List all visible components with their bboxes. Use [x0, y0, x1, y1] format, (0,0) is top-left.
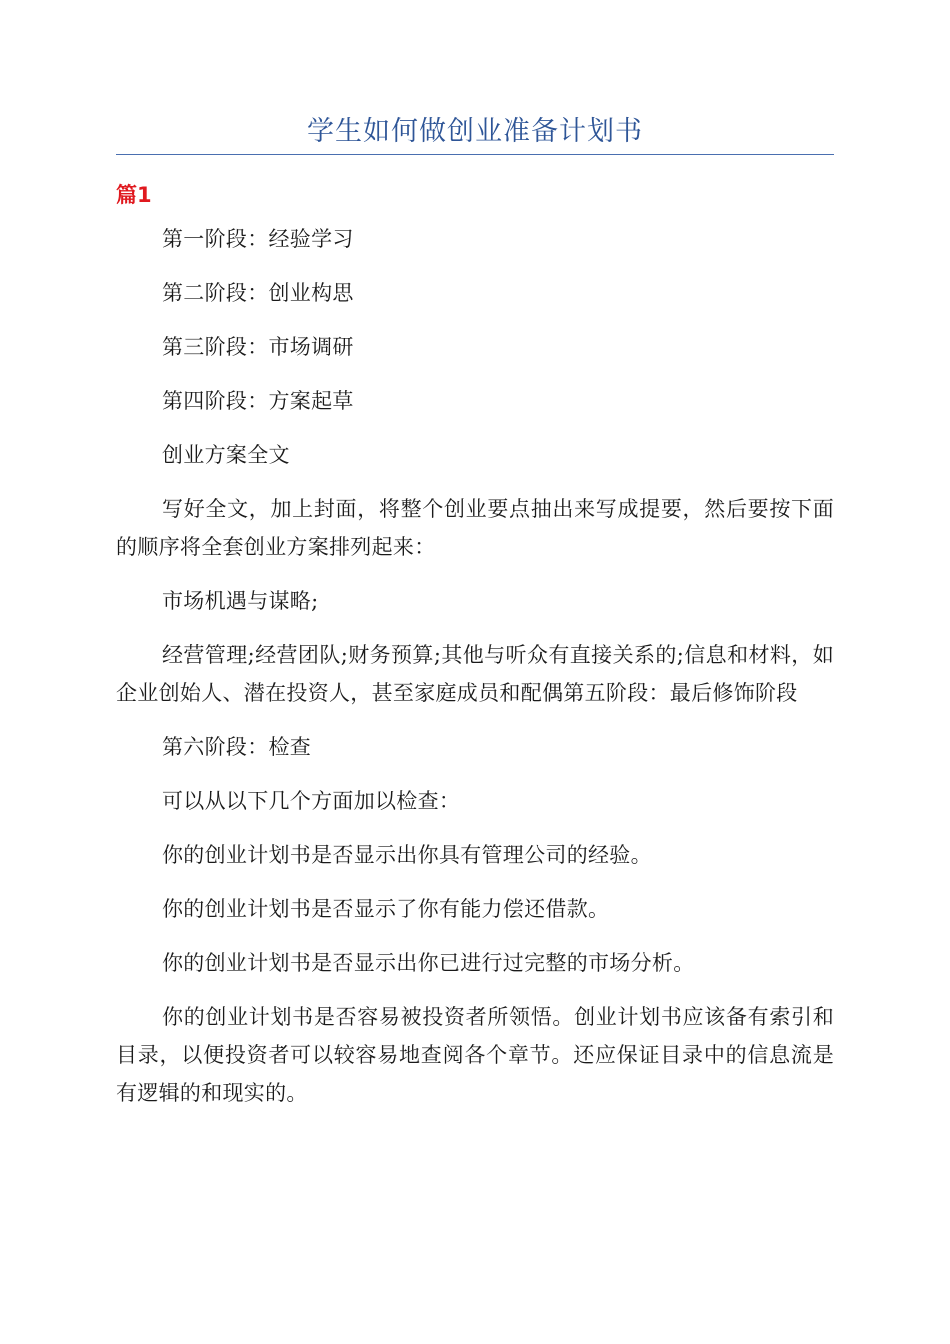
title-underline	[116, 154, 834, 155]
paragraph-check-repayment: 你的创业计划书是否显示了你有能力偿还借款。	[162, 897, 610, 921]
paragraph-check-intro: 可以从以下几个方面加以检查：	[162, 789, 461, 813]
paragraph-stage-6: 第六阶段：检查	[162, 735, 312, 759]
paragraph-market-opportunity: 市场机遇与谋略;	[162, 589, 319, 613]
paragraph-stage-3: 第三阶段：市场调研	[162, 335, 354, 359]
paragraph-check-experience: 你的创业计划书是否显示出你具有管理公司的经验。	[162, 843, 652, 867]
section-heading: 篇1	[116, 183, 152, 207]
paragraph-management: 经营管理;经营团队;财务预算;其他与听众有直接关系的;信息和材料，如企业创始人、潜在投资人，甚至家庭成员和配偶第五阶段：最后修饰阶段	[116, 643, 834, 705]
document-body	[116, 220, 834, 1128]
paragraph-check-market-analysis: 你的创业计划书是否显示出你已进行过完整的市场分析。	[162, 951, 695, 975]
document-title: 学生如何做创业准备计划书	[307, 116, 643, 147]
paragraph-stage-4: 第四阶段：方案起草	[162, 389, 354, 413]
paragraph-stage-1: 第一阶段：经验学习	[162, 227, 354, 251]
paragraph-stage-2: 第二阶段：创业构思	[162, 281, 354, 305]
paragraph-check-readability: 你的创业计划书是否容易被投资者所领悟。创业计划书应该备有索引和目录，以便投资者可以较容易地查阅各个章节。还应保证目录中的信息流是有逻辑的和现实的。	[116, 1005, 834, 1105]
paragraph-write-full-text: 写好全文，加上封面，将整个创业要点抽出来写成提要，然后要按下面的顺序将全套创业方案排列起来：	[116, 497, 834, 559]
paragraph-full-plan: 创业方案全文	[162, 443, 290, 467]
